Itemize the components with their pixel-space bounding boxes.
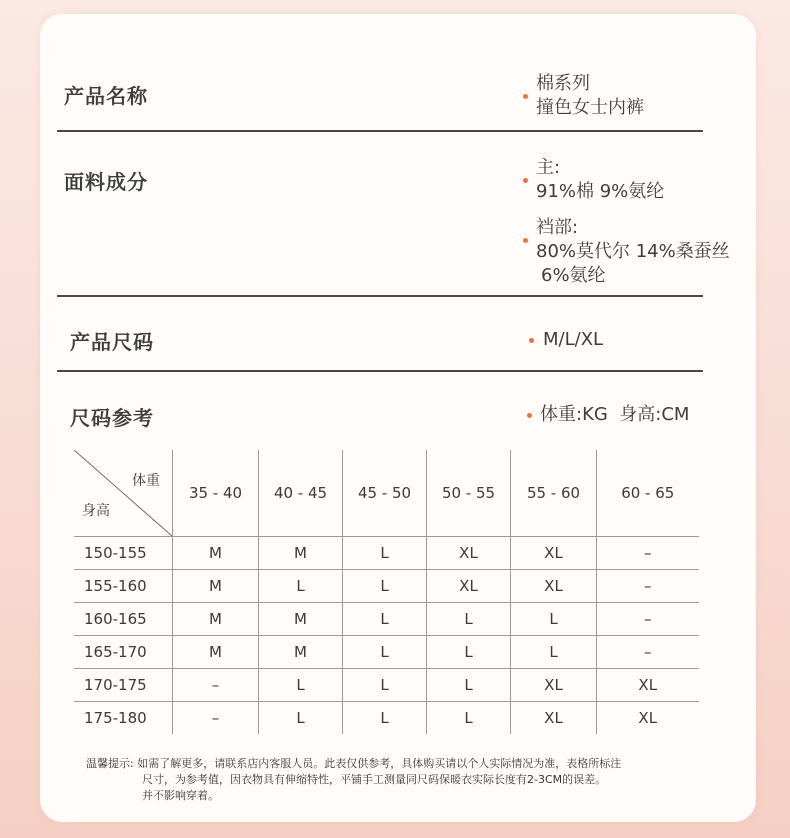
- table-cell: L: [259, 669, 343, 702]
- table-cell: M: [173, 603, 259, 636]
- table-cell: XL: [427, 537, 511, 570]
- product-name-line2: 撞色女士内裤: [536, 97, 644, 118]
- fabric-main-title: 主:: [536, 157, 561, 178]
- table-row: [74, 603, 699, 636]
- row-header: 150-155: [74, 537, 173, 570]
- table-cell: L: [427, 702, 511, 735]
- table-row: [74, 702, 699, 735]
- table-cell: L: [259, 570, 343, 603]
- table-cell: L: [343, 669, 427, 702]
- table-cell: M: [173, 537, 259, 570]
- corner-height-label: 身高: [82, 503, 110, 519]
- fabric-label: 面料成分: [64, 170, 148, 194]
- table-row: [74, 537, 699, 570]
- table-cell: XL: [511, 570, 597, 603]
- table-cell: XL: [511, 537, 597, 570]
- divider: [57, 130, 703, 132]
- table-row: [74, 570, 699, 603]
- table-cell: M: [259, 603, 343, 636]
- row-header: 170-175: [74, 669, 173, 702]
- table-cell: –: [597, 570, 699, 603]
- diagonal-line: [74, 450, 172, 536]
- column-header: 45 - 50: [343, 450, 427, 537]
- column-header: 60 - 65: [597, 450, 699, 537]
- row-header: 175-180: [74, 702, 173, 735]
- size-chart-table: [74, 450, 699, 734]
- product-name-line1: 棉系列: [536, 73, 590, 94]
- table-cell: M: [173, 570, 259, 603]
- table-cell: L: [259, 702, 343, 735]
- divider: [57, 295, 703, 297]
- table-cell: L: [427, 603, 511, 636]
- fabric-main: [536, 156, 664, 204]
- table-row: [74, 636, 699, 669]
- product-name-label: 产品名称: [64, 84, 148, 108]
- table-cell: L: [427, 636, 511, 669]
- table-cell: L: [343, 702, 427, 735]
- fabric-crotch-value1: 80%莫代尔 14%桑蚕丝: [536, 241, 730, 262]
- sizes-value: M/L/XL: [543, 329, 604, 350]
- table-cell: L: [511, 603, 597, 636]
- table-cell: L: [343, 636, 427, 669]
- row-header: 155-160: [74, 570, 173, 603]
- row-header: 160-165: [74, 603, 173, 636]
- table-cell: M: [173, 636, 259, 669]
- column-header: 40 - 45: [259, 450, 343, 537]
- table-cell: XL: [638, 709, 658, 727]
- table-cell: –: [173, 669, 259, 702]
- note-line: 温馨提示: 如需了解更多，请联系店内客服人员。此表仅供参考，具体购买请以个人实际情况为准，表格所标注: [86, 757, 622, 770]
- size-ref-label: 尺码参考: [70, 406, 154, 430]
- table-cell: L: [427, 669, 511, 702]
- table-cell: XL: [427, 570, 511, 603]
- row-header: 165-170: [74, 636, 173, 669]
- fabric-main-value: 91%棉 9%氨纶: [536, 181, 665, 202]
- note-line: 并不影响穿着。: [142, 789, 219, 802]
- table-cell: –: [597, 603, 699, 636]
- table-cell: L: [343, 603, 427, 636]
- table-cell: –: [597, 636, 699, 669]
- size-ref-value: 体重:KG 身高:CM: [540, 404, 690, 425]
- column-header: 35 - 40: [173, 450, 259, 537]
- fabric-crotch-value2: 6%氨纶: [541, 265, 606, 286]
- bullet-dot: [523, 178, 528, 183]
- table-row: [74, 669, 699, 702]
- bullet-dot: [523, 94, 528, 99]
- table-cell: XL: [597, 669, 699, 702]
- column-header: 50 - 55: [427, 450, 511, 537]
- product-name-value: [536, 72, 644, 120]
- table-cell: XL: [511, 702, 597, 735]
- table-cell: L: [343, 537, 427, 570]
- bullet-dot: [527, 413, 532, 418]
- column-header: 55 - 60: [511, 450, 597, 537]
- corner-weight-label: 体重: [132, 473, 160, 489]
- divider: [57, 370, 703, 372]
- note-line: 尺寸，为参考值，因衣物具有伸缩特性，平铺手工测量同尺码保暖衣实际长度有2-3CM的误差。: [142, 773, 607, 786]
- bullet-dot: [529, 338, 534, 343]
- table-cell: M: [259, 636, 343, 669]
- sizes-label: 产品尺码: [70, 330, 154, 354]
- table-header-row: [74, 450, 699, 537]
- table-cell: –: [173, 702, 259, 735]
- table-cell: –: [597, 537, 699, 570]
- disclaimer-note: [86, 756, 621, 804]
- table-cell: XL: [511, 669, 597, 702]
- table-cell: M: [259, 537, 343, 570]
- table-cell: L: [511, 636, 597, 669]
- corner-cell: [74, 450, 173, 537]
- fabric-crotch: [536, 216, 730, 288]
- fabric-crotch-title: 裆部:: [536, 217, 579, 238]
- bullet-dot: [523, 238, 528, 243]
- table-cell: L: [343, 570, 427, 603]
